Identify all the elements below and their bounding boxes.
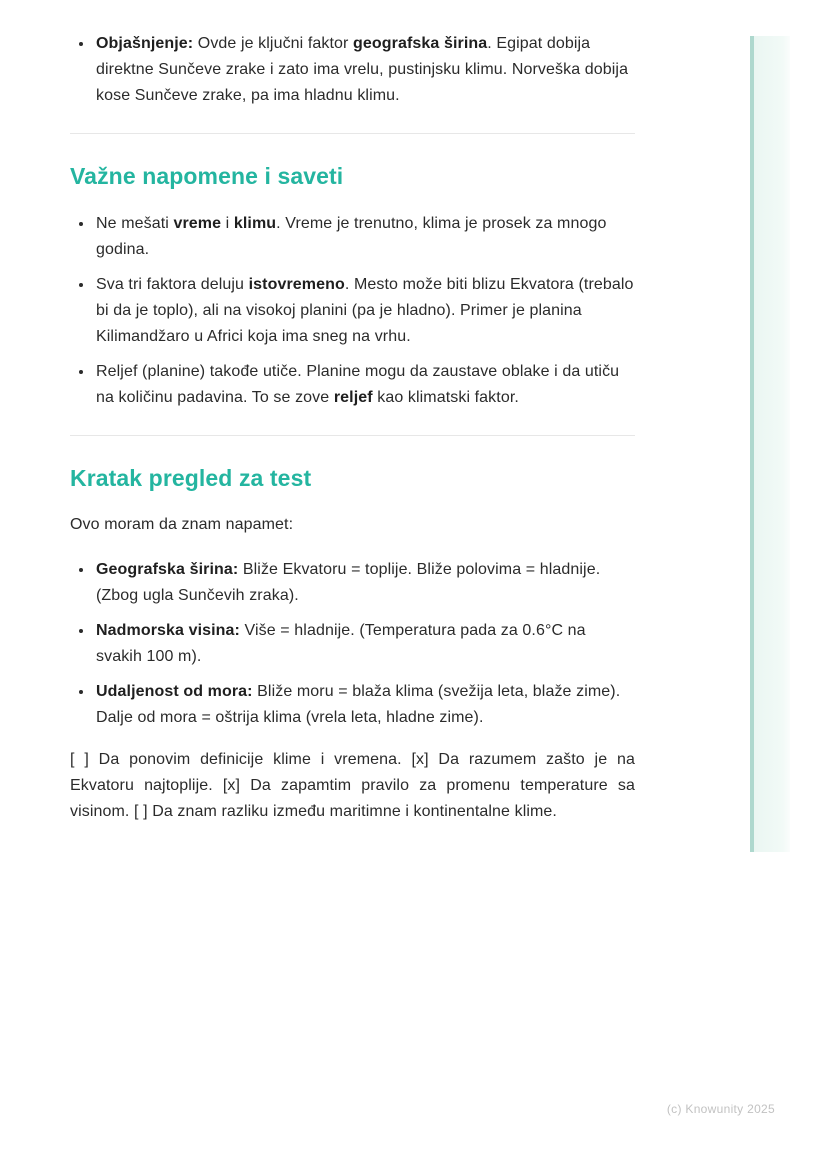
text-segment: Više = hladnije. (Temperatura pada za 0.6°C na svakih 100 m).: [96, 622, 586, 665]
text-segment: Bliže Ekvatoru = toplije. Bliže polovima = hladnije. (Zbog ugla Sunčevih zraka).: [96, 561, 601, 604]
list-item: [94, 210, 635, 263]
intro-bullet-list: [70, 30, 635, 109]
page-edge-accent-strip: [750, 36, 790, 852]
text-segment: Reljef (planine) takođe utiče. Planine mogu da zaustave oblake i da utiču na količinu padavina. To se zove: [96, 363, 620, 406]
list-item: [94, 271, 635, 350]
text-segment-bold: Objašnjenje:: [96, 35, 194, 52]
section-divider: [70, 435, 635, 436]
list-item: [94, 358, 635, 411]
text-segment: i: [221, 215, 234, 232]
text-segment-bold: klimu: [233, 215, 277, 232]
checklist-paragraph: [ ] Da ponovim definicije klime i vremena. [x] Da razumem zašto je na Ekvatoru najtoplije. [x] Da zapamtim pravilo za promenu temperature sa visinom. [ ] Da znam razliku između maritimne i kontinentalne klime.: [70, 751, 635, 820]
text-segment-bold: vreme: [173, 215, 222, 232]
footer-copyright: (c) Knowunity 2025: [666, 1102, 775, 1116]
list-item: [94, 617, 635, 670]
text-segment-bold: Udaljenost od mora:: [96, 683, 253, 700]
text-segment: Sva tri faktora deluju: [96, 276, 249, 293]
list-item: [94, 556, 635, 609]
list-item: [94, 30, 635, 109]
text-segment-bold: geografska širina: [353, 35, 488, 52]
text-segment-bold: reljef: [333, 389, 373, 406]
text-segment: . Vreme je trenutno, klima je prosek za mnogo godina.: [96, 215, 607, 258]
section-divider: [70, 133, 635, 134]
review-intro-text: Ovo moram da znam napamet:: [70, 516, 294, 533]
content-column: [70, 30, 635, 825]
notes-bullet-list: [70, 210, 635, 411]
text-segment: . Egipat dobija direktne Sunčeve zrake i zato ima vrelu, pustinjsku klimu. Norveška dobija kose Sunčeve zrake, pa ima hladnu klimu.: [96, 35, 629, 104]
list-item: [94, 678, 635, 731]
text-segment: kao klimatski faktor.: [372, 389, 519, 406]
text-segment-bold: Nadmorska visina:: [96, 622, 240, 639]
review-bullet-list: [70, 556, 635, 731]
text-segment: Ne mešati: [96, 215, 174, 232]
text-segment-bold: Geografska širina:: [96, 561, 239, 578]
text-segment: Ovde je ključni faktor: [193, 35, 354, 52]
text-segment-bold: istovremeno: [248, 276, 345, 293]
section-heading-review: Kratak pregled za test: [70, 465, 312, 491]
text-segment: Bliže moru = blaža klima (svežija leta, blaže zime). Dalje od mora = oštrija klima (vrela leta, hladne zime).: [96, 683, 621, 726]
text-segment: . Mesto može biti blizu Ekvatora (trebalo bi da je toplo), ali na visokoj planini (pa je hladno). Primer je planina Kilimandžaro u Africi koja ima sneg na vrhu.: [96, 276, 634, 345]
section-heading-notes: Važne napomene i saveti: [70, 163, 344, 189]
